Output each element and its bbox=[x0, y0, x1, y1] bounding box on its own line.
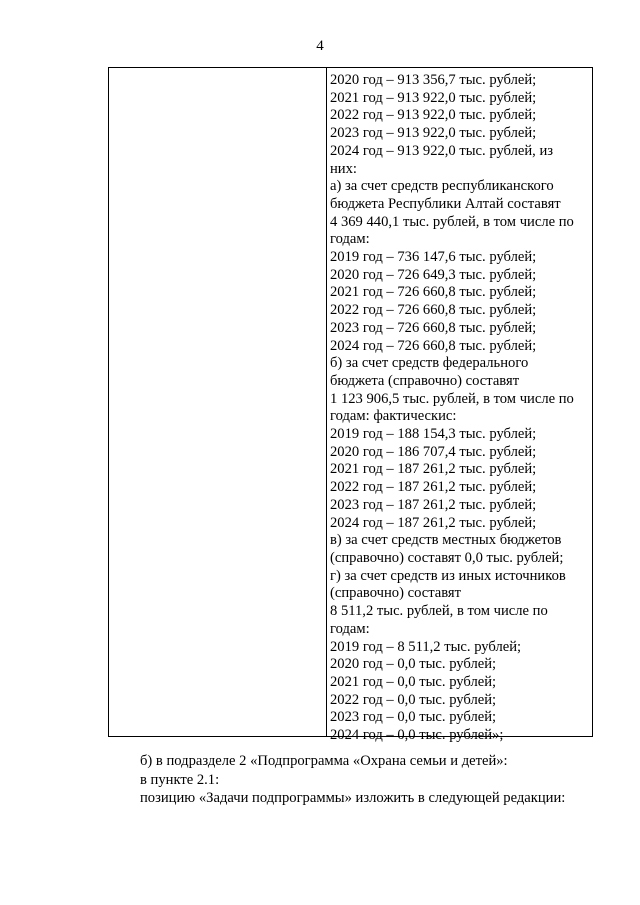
table-cell-line: 2020 год – 913 356,7 тыс. рублей; bbox=[330, 72, 537, 88]
table-cell-line: 2022 год – 913 922,0 тыс. рублей; bbox=[330, 107, 537, 124]
table-cell-line: 8 511,2 тыс. рублей, в том числе по bbox=[330, 603, 548, 620]
table-cell-line: (справочно) составят 0,0 тыс. рублей; bbox=[330, 549, 564, 566]
table-cell-line: 2024 год – 0,0 тыс. рублей»; bbox=[330, 727, 504, 744]
table-cell-line: 2019 год – 8 511,2 тыс. рублей; bbox=[330, 638, 522, 655]
table-cell-line: 2021 год – 726 660,8 тыс. рублей; bbox=[330, 284, 537, 301]
table-column-divider bbox=[326, 67, 327, 737]
table-cell-line: 2023 год – 726 660,8 тыс. рублей; bbox=[330, 319, 537, 336]
table-cell-line: годам: bbox=[330, 620, 370, 637]
table-cell-line: 2022 год – 0,0 тыс. рублей; bbox=[330, 691, 497, 708]
table-cell-line: г) за счет средств из иных источников bbox=[330, 567, 566, 584]
table-right-cell bbox=[330, 72, 588, 745]
table-cell-line: 2024 год – 913 922,0 тыс. рублей, из bbox=[330, 142, 554, 159]
table-cell-line: а) за счет средств республиканского bbox=[330, 178, 554, 195]
amendment-text bbox=[140, 752, 565, 808]
table-cell-line: (справочно) составят bbox=[330, 585, 462, 602]
table-cell-line: 2019 год – 736 147,6 тыс. рублей; bbox=[330, 249, 537, 266]
paragraph-line: позицию «Задачи подпрограммы» изложить в следующей редакции: bbox=[140, 790, 566, 806]
table-cell-line: 2020 год – 186 707,4 тыс. рублей; bbox=[330, 443, 537, 460]
table-cell-line: 1 123 906,5 тыс. рублей, в том числе по bbox=[330, 390, 574, 407]
table-cell-line: 2021 год – 0,0 тыс. рублей; bbox=[330, 673, 497, 690]
table-cell-line: б) за счет средств федерального bbox=[330, 355, 529, 372]
table-cell-line: 2023 год – 187 261,2 тыс. рублей; bbox=[330, 496, 537, 513]
table-cell-line: 2020 год – 0,0 тыс. рублей; bbox=[330, 656, 497, 673]
table-cell-line: годам: фактическис: bbox=[330, 408, 457, 425]
table-cell-line: 2021 год – 187 261,2 тыс. рублей; bbox=[330, 461, 537, 478]
table-cell-line: 2023 год – 0,0 тыс. рублей; bbox=[330, 709, 497, 726]
table-cell-line: годам: bbox=[330, 231, 370, 248]
page-number: 4 bbox=[316, 38, 324, 54]
table-cell-line: них: bbox=[330, 160, 357, 177]
table-cell-line: 2022 год – 726 660,8 тыс. рублей; bbox=[330, 302, 537, 319]
table-cell-line: 4 369 440,1 тыс. рублей, в том числе по bbox=[330, 213, 574, 230]
table-cell-line: 2023 год – 913 922,0 тыс. рублей; bbox=[330, 125, 537, 142]
table-cell-line: бюджета Республики Алтай составят bbox=[330, 195, 561, 212]
table-cell-line: бюджета (справочно) составят bbox=[330, 372, 520, 389]
table-cell-line: 2024 год – 726 660,8 тыс. рублей; bbox=[330, 337, 537, 354]
table-cell-line: 2019 год – 188 154,3 тыс. рублей; bbox=[330, 426, 537, 443]
table-cell-line: 2024 год – 187 261,2 тыс. рублей; bbox=[330, 514, 537, 531]
table-cell-line: 2021 год – 913 922,0 тыс. рублей; bbox=[330, 89, 537, 106]
paragraph-line: в пункте 2.1: bbox=[140, 771, 220, 788]
table-cell-line: в) за счет средств местных бюджетов bbox=[330, 532, 562, 549]
table-cell-line: 2020 год – 726 649,3 тыс. рублей; bbox=[330, 266, 537, 283]
paragraph-line: б) в подразделе 2 «Подпрограмма «Охрана семьи и детей»: bbox=[140, 753, 508, 769]
table-cell-line: 2022 год – 187 261,2 тыс. рублей; bbox=[330, 479, 537, 496]
